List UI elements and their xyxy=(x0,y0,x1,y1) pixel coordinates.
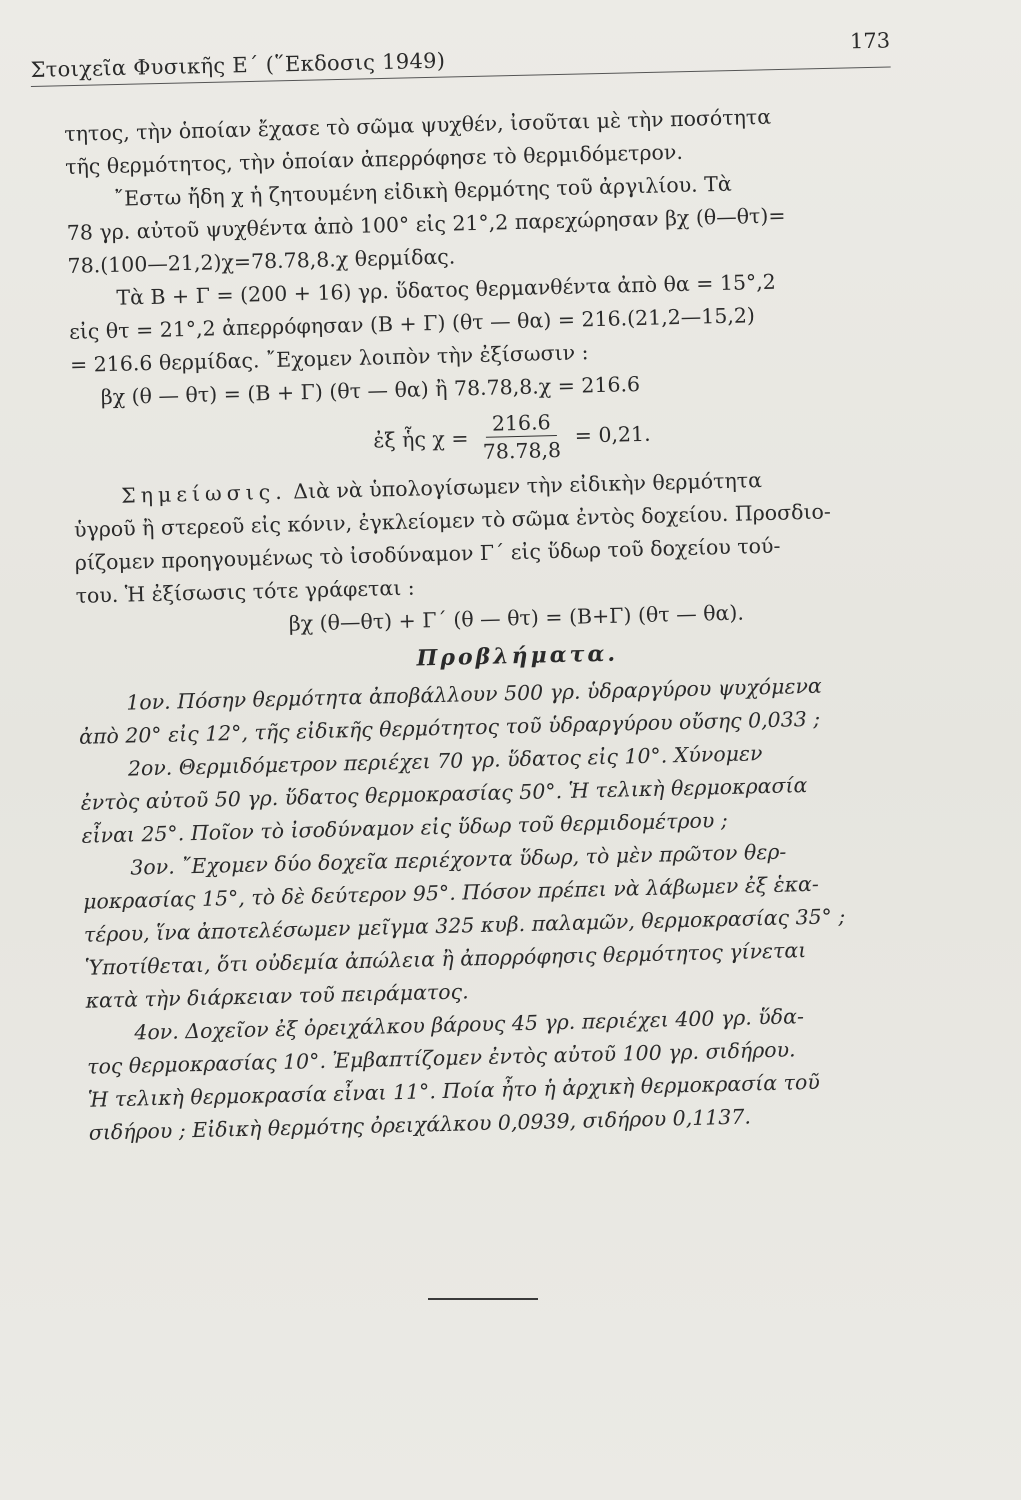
problem-line: τος θερμοκρασίας 10°. Ἐμβαπτίζομεν ἐντὸς αὐτοῦ 100 γρ. σιδήρου. xyxy=(86,1037,796,1079)
problem-line: 4ον. Δοχεῖον ἐξ ὀρειχάλκου βάρους 45 γρ. περιέχει 400 γρ. ὕδα- xyxy=(134,1004,805,1045)
text-line: τῆς θερμότητος, τὴν ὁποίαν ἀπερρόφησε τὸ θερμιδόμετρον. xyxy=(64,139,684,179)
section-end-rule xyxy=(428,1298,538,1300)
problem-line: σιδήρου ; Εἰδικὴ θερμότης ὀρειχάλκου 0,0939, σιδήρου 0,1137. xyxy=(88,1104,752,1145)
fraction-result: = 0,21. xyxy=(574,421,651,448)
page-number: 173 xyxy=(849,28,891,54)
text-line: 78.(100—21,2)χ=78.78,8.χ θερμίδας. xyxy=(67,244,456,278)
fraction xyxy=(476,408,568,465)
problem-line: Ὑποτίθεται, ὅτι οὐδεμία ἀπώλεια ἢ ἀπορρόφησις θερμότητος γίνεται xyxy=(84,938,807,980)
text-line: = 216.6 θερμίδας. ῎Εχομεν λοιπὸν τὴν ἐξίσωσιν : xyxy=(69,340,589,377)
problem-line: ἀπὸ 20° εἰς 12°, τῆς εἰδικῆς θερμότητος τοῦ ὑδραργύρου οὔσης 0,033 ; xyxy=(78,706,821,749)
fraction-prefix: ἐξ ἧς χ = xyxy=(373,426,469,453)
note-label: Σημείωσις. xyxy=(120,479,288,508)
equation-line: βχ (θ — θτ) = (Β + Γ) (θτ — θα) ἢ 78.78,8.χ = 216.6 xyxy=(100,372,641,410)
problem-line: μοκρασίας 15°, τὸ δὲ δεύτερον 95°. Πόσον πρέπει νὰ λάβωμεν ἐξ ἑκα- xyxy=(82,871,820,914)
header-title: Στοιχεῖα Φυσικῆς Ε΄ (῞Εκδοσις 1949) xyxy=(30,48,446,82)
problem-line: ἐντὸς αὐτοῦ 50 γρ. ὕδατος θερμοκρασίας 50°. Ἡ τελικὴ θερμοκρασία xyxy=(80,773,808,815)
note-line: ὑγροῦ ἢ στερεοῦ εἰς κόνιν, ἐγκλείομεν τὸ σῶμα ἐντὸς δοχείου. Προσδιο- xyxy=(73,499,832,542)
note-line: ρίζομεν προηγουμένως τὸ ἰσοδύναμον Γ΄ εἰς ὕδωρ τοῦ δοχείου τού- xyxy=(74,533,781,575)
text-line: τητος, τὴν ὁποίαν ἔχασε τὸ σῶμα ψυχθέν, ἰσοῦται μὲ τὴν ποσότητα xyxy=(64,104,772,146)
problem-line: κατὰ τὴν διάρκειαν τοῦ πειράματος. xyxy=(85,979,469,1013)
problem-line: εἶναι 25°. Ποῖον τὸ ἰσοδύναμον εἰς ὕδωρ τοῦ θερμιδομέτρου ; xyxy=(81,807,728,848)
fraction-denominator: 78.78,8 xyxy=(482,437,562,464)
problem-line: 3ον. ῎Εχομεν δύο δοχεῖα περιέχοντα ὕδωρ, τὸ μὲν πρῶτον θερ- xyxy=(130,839,787,880)
problem-line: 1ον. Πόσην θερμότητα ἀποβάλλουν 500 γρ. ὑδραργύρου ψυχόμενα xyxy=(126,673,822,715)
fraction-numerator: 216.6 xyxy=(486,409,557,438)
problem-line: τέρου, ἵνα ἀποτελέσωμεν μεῖγμα 325 κυβ. παλαμῶν, θερμοκρασίας 35° ; xyxy=(83,904,846,947)
note-line: του. Ἡ ἐξίσωσις τότε γράφεται : xyxy=(75,575,415,608)
problem-line: Ἡ τελικὴ θερμοκρασία εἶναι 11°. Ποία ἦτο ἡ ἀρχικὴ θερμοκρασία τοῦ xyxy=(87,1069,821,1112)
text-line: ῎Εστω ἤδη χ ἡ ζητουμένη εἰδικὴ θερμότης τοῦ ἀργιλίου. Τὰ xyxy=(113,171,732,211)
running-header xyxy=(30,26,891,86)
text-line: 78 γρ. αὐτοῦ ψυχθέντα ἀπὸ 100° εἰς 21°,2 παρεχώρησαν βχ (θ—θτ)= xyxy=(66,203,786,245)
problem-line: 2ον. Θερμιδόμετρον περιέχει 70 γρ. ὕδατος εἰς 10°. Χύνομεν xyxy=(127,741,763,781)
note-text: Διὰ νὰ ὑπολογίσωμεν τὴν εἰδικὴν θερμότητα xyxy=(292,468,763,504)
note-equation: βχ (θ—θτ) + Γ΄ (θ — θτ) = (Β+Γ) (θτ — θα). xyxy=(288,600,745,636)
text-line: Τὰ Β + Γ = (200 + 16) γρ. ὕδατος θερμανθέντα ἀπὸ θα = 15°,2 xyxy=(116,269,777,310)
problems-heading: Προβλήματα. xyxy=(416,640,619,672)
text-line: εἰς θτ = 21°,2 ἀπερρόφησαν (Β + Γ) (θτ — θα) = 216.(21,2—15,2) xyxy=(68,303,756,344)
page-body xyxy=(64,96,969,1149)
